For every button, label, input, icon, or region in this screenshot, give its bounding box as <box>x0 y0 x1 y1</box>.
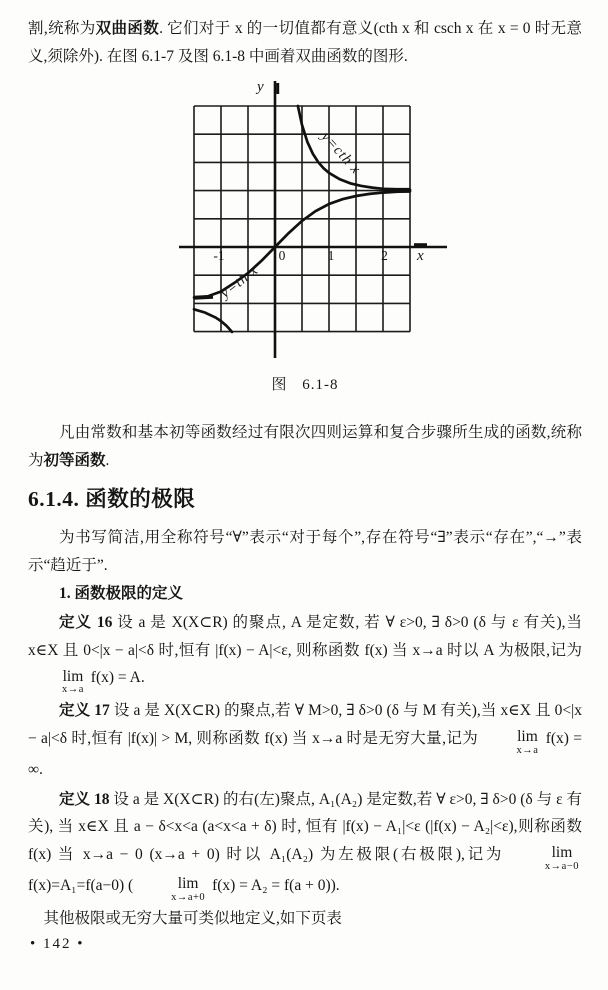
asymptote-merge-left <box>194 297 213 298</box>
paragraph-definition-16: 定义 16 设 a 是 X(X⊂R) 的聚点, A 是定数, 若 ∀ ε>0, ∃ δ>0 (δ 与 ε 有关),当 x∈X 且 0<|x − a|<δ 时,恒有 |f(x) − A|<ε, 则称函数 f(x) 当 x→a 时以 A 为极限,记为 lim x→a f(x) = A. <box>28 614 582 696</box>
x-tick-minus1: -1 <box>213 248 225 264</box>
curve-label-th: y=th x <box>217 262 262 302</box>
x-tick-1: 1 <box>327 248 335 264</box>
paragraph-intro: 割,统称为双曲函数. 它们对于 x 的一切值都有意义(cth x 和 csch x 在 x = 0 时无意义,须除外). 在图 6.1-7 及图 6.1-8 中画着双曲函数的图形. <box>28 20 582 65</box>
x-tick-0: 0 <box>278 248 286 264</box>
figure <box>28 78 582 370</box>
x-axis-arrow <box>414 243 427 246</box>
curve-cth-positive <box>298 106 410 190</box>
y-axis-arrow <box>276 83 279 94</box>
subheading-definitions: 1. 函数极限的定义 <box>59 584 184 602</box>
page-number: • 142 • <box>30 936 85 952</box>
figure-caption: 图 6.1-8 <box>271 377 339 394</box>
paragraph-definition-17: 定义 17 设 a 是 X(X⊂R) 的聚点,若 ∀ M>0, ∃ δ>0 (δ 与 M 有关),当 x∈X 且 0<|x − a|<δ 时,恒有 |f(x)| > M, 则称函数 f(x) 当 x→a 时是无穷大量,记为 lim x→a f(x) = ∞. <box>28 702 582 778</box>
paragraph-definition-18: 定义 18 设 a 是 X(X⊂R) 的右(左)聚点, A₁(A₂) 是定数,若 ∀ ε>0, ∃ δ>0 (δ 与 ε 有关), 当 x∈X 且 a − δ<x<a (a<x<a + δ) 时, 恒有 |f(x) − A₁|<ε (|f(x) − A₂|<ε),则称函数 f(x) 当 x→a − 0 (x→a + 0) 时以 A₁(A₂) 为左极限(右极限),记为 lim x→a−0 f(x)=A₁=f(a−0) ( lim x→a+0 f(x) = A₂ = f(a + 0)). <box>28 790 582 903</box>
curve-cth-negative <box>194 309 232 332</box>
content-column <box>28 0 582 932</box>
section-heading: 6.1.4. 函数的极限 <box>28 487 196 512</box>
hyperbolic-functions-graph <box>145 78 465 370</box>
curve-label-cth: y=cth x <box>317 129 364 178</box>
x-axis-label: x <box>417 248 424 265</box>
paragraph-elementary-functions: 凡由常数和基本初等函数经过有限次四则运算和复合步骤所生成的函数,统称为初等函数. <box>28 424 582 469</box>
paragraph-notation: 为书写简洁,用全称符号“∀”表示“对于每个”,存在符号“∃”表示“存在”,“→”表示“趋近于”. <box>28 529 582 574</box>
paragraph-closing: 其他极限或无穷大量可类似地定义,如下页表 <box>43 909 342 927</box>
y-axis-label: y <box>257 79 264 96</box>
x-tick-2: 2 <box>381 248 388 264</box>
